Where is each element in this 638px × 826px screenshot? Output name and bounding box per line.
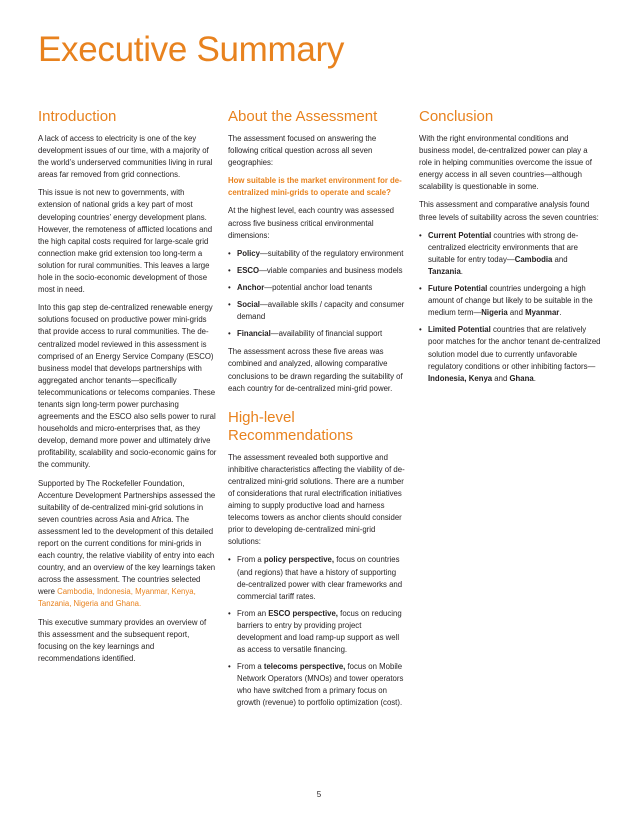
dimension-desc: —available skills / capacity and consumer demand [237, 300, 405, 322]
assessment-paragraph-3: The assessment across these five areas was combined and analyzed, allowing comparative conclusions to be drawn regarding the suitability of each country for de-centralized mini-grid power. [228, 347, 403, 393]
page-title: Executive Summary [38, 30, 345, 69]
recommendations-paragraph-1: The assessment revealed both supportive and inhibitive characteristics affecting the viability of de-centralized mini-grid solutions. There are a number of considerations that rural electrification initiatives aiming to supply productive load and harness telecoms towers as anchor clients should consider prior to developing de-centralized mini-grid solutions: [228, 452, 405, 547]
dimension-term: Social [237, 300, 260, 310]
dimension-item-social [228, 299, 408, 323]
recommendation-item-telecoms [228, 661, 408, 709]
bullet: • [419, 325, 422, 335]
dimension-item-anchor [228, 282, 408, 294]
level-countries: Nigeria [481, 308, 508, 318]
recommendation-desc: focus on Mobile Network Operators (MNOs) and tower operators who have switched from a primary focus on growth (revenue) to portfolio optimization (cost). [237, 662, 404, 708]
dimension-desc: —viable companies and business models [259, 265, 403, 275]
level-countries: Cambodia [514, 254, 553, 264]
dimension-item-esco [228, 265, 408, 277]
page-number: 5 [316, 790, 322, 799]
level-term: Limited Potential [428, 325, 491, 335]
conclusion-heading: Conclusion [419, 108, 494, 125]
recommendation-term: ESCO perspective, [268, 608, 338, 618]
level-desc: countries that are relatively poor matches for the anchor tenant de-centralized solution model due to currently unfavorable regulatory conditions or other inhibiting factors— [428, 325, 601, 371]
level-countries: Ghana [509, 373, 534, 383]
bullet: • [228, 608, 231, 618]
dimension-term: Policy [237, 248, 260, 258]
dimension-item-policy [228, 248, 408, 260]
level-item-current [419, 230, 601, 278]
level-item-limited [419, 324, 601, 384]
intro-paragraph-5: This executive summary provides an overview of this assessment and the subsequent report, focusing on the key learnings and recommendations identified. [38, 617, 207, 663]
recommendation-pre: From a [237, 555, 264, 565]
bullet: • [228, 265, 231, 275]
level-item-future [419, 283, 601, 319]
bullet: • [228, 282, 231, 292]
recommendation-item-esco [228, 608, 408, 656]
conclusion-column [419, 108, 601, 391]
assessment-column [228, 108, 408, 716]
intro-paragraph-1: A lack of access to electricity is one of the key development issues of our time, with a majority of the world’s underserved communities living in rural areas far removed from grid connections. [38, 134, 213, 180]
recommendations-heading: High-level Recommendations [228, 408, 354, 444]
assessment-paragraph-2: At the highest level, each country was assessed across five business critical environmental dimensions: [228, 206, 394, 240]
level-desc: countries undergoing a high amount of change but likely to be suitable in the medium term— [428, 284, 593, 318]
level-countries: Tanzania [428, 266, 461, 276]
level-joiner: and [507, 308, 526, 318]
level-end: . [460, 266, 463, 276]
recommendation-term: telecoms perspective, [263, 662, 346, 672]
bullet: • [228, 662, 231, 672]
suitability-levels-list [419, 230, 601, 385]
bullet: • [228, 555, 231, 565]
recommendation-desc: focus on reducing barriers to entry by providing project development and load ramp-up support as well as access to versatile financing. [237, 608, 402, 655]
level-term: Future Potential [428, 284, 488, 294]
level-countries: Indonesia, Kenya [428, 373, 493, 383]
level-countries: Myanmar [525, 308, 560, 318]
bullet: • [228, 329, 231, 339]
recommendations-list [228, 554, 408, 709]
intro-paragraph-3: Into this gap step de-centralized renewable energy solutions focused on productive power mini-grids that provide access to rural communities. The de-centralized model reviewed in this assessment is comprised of an Energy Service Company (ESCO) business model that develops partnerships with aggregated anchor tenants—specifically telecommunications or telecoms companies. These tenants sign long-term power purchasing agreements and the ESCO also sells power to rural households and micro-enterprises that, as they develop, demand more power and ultimately drive profitability, scalability and socio-economic gains for the community. [38, 303, 217, 470]
dimensions-list [228, 248, 408, 341]
dimension-desc: —potential anchor load tenants [264, 282, 373, 292]
intro-paragraph-4-text: Supported by The Rockefeller Foundation, Accenture Development Partnerships assessed the suitability of de-centralized mini-grid solutions in seven countries across Asia and Africa. The assessment led to the development of this detailed report on the current conditions for mini-grids in each country, the relative viability of entry into each country, and an overview of the key learnings taken across the assessment. The countries selected were [38, 478, 216, 597]
recommendation-pre: From an [237, 608, 269, 618]
dimension-term: Anchor [237, 282, 265, 292]
introduction-heading: Introduction [38, 108, 117, 125]
bullet: • [419, 284, 422, 294]
introduction-column [38, 108, 218, 671]
recommendation-term: policy perspective, [263, 555, 335, 565]
bullet: • [228, 300, 231, 310]
recommendation-desc: focus on countries (and regions) that have a history of supporting de-centralized power with clear frameworks and commercial tariff rates. [237, 555, 403, 601]
assessment-paragraph-1: The assessment focused on answering the following critical question across all seven geographies: [228, 134, 377, 168]
dimension-desc: —suitability of the regulatory environment [259, 248, 404, 258]
critical-question: How suitable is the market environment for de-centralized mini-grids to operate and scale? [228, 176, 402, 198]
level-term: Current Potential [428, 230, 492, 240]
conclusion-paragraph-2: This assessment and comparative analysis found three levels of suitability across the seven countries: [419, 200, 599, 222]
dimension-term: ESCO [237, 265, 260, 275]
dimension-item-financial [228, 328, 408, 340]
dimension-term: Financial [237, 329, 271, 339]
level-end: . [559, 308, 562, 318]
selected-countries-list: Cambodia, Indonesia, Myanmar, Kenya, Tanzania, Nigeria and Ghana. [38, 587, 196, 609]
bullet: • [419, 230, 422, 240]
intro-paragraph-2: This issue is not new to governments, with extension of national grids a key part of most developing countries’ energy development plans. However, the remoteness of afflicted locations and the high capital costs required for large-scale grid connection make grid extension too long-term a solution for rural communities. This leaves a large hole in the socio-economic development of those most in need. [38, 188, 213, 295]
recommendation-item-policy [228, 554, 408, 602]
dimension-desc: —availability of financial support [270, 329, 383, 339]
bullet: • [228, 248, 231, 258]
level-joiner: and [552, 254, 568, 264]
recommendation-pre: From a [237, 662, 264, 672]
intro-paragraph-4 [38, 478, 218, 611]
conclusion-paragraph-1: With the right environmental conditions and business model, de-centralized power can play a role in helping communities overcome the issue of energy access in all seven countries—although scalability is questionable in some. [419, 134, 592, 192]
level-end: . [533, 373, 536, 383]
level-joiner: and [492, 373, 510, 383]
assessment-heading: About the Assessment [228, 108, 378, 125]
level-desc: countries with strong de-centralized electricity environments that are suitable for entry today— [428, 230, 579, 264]
